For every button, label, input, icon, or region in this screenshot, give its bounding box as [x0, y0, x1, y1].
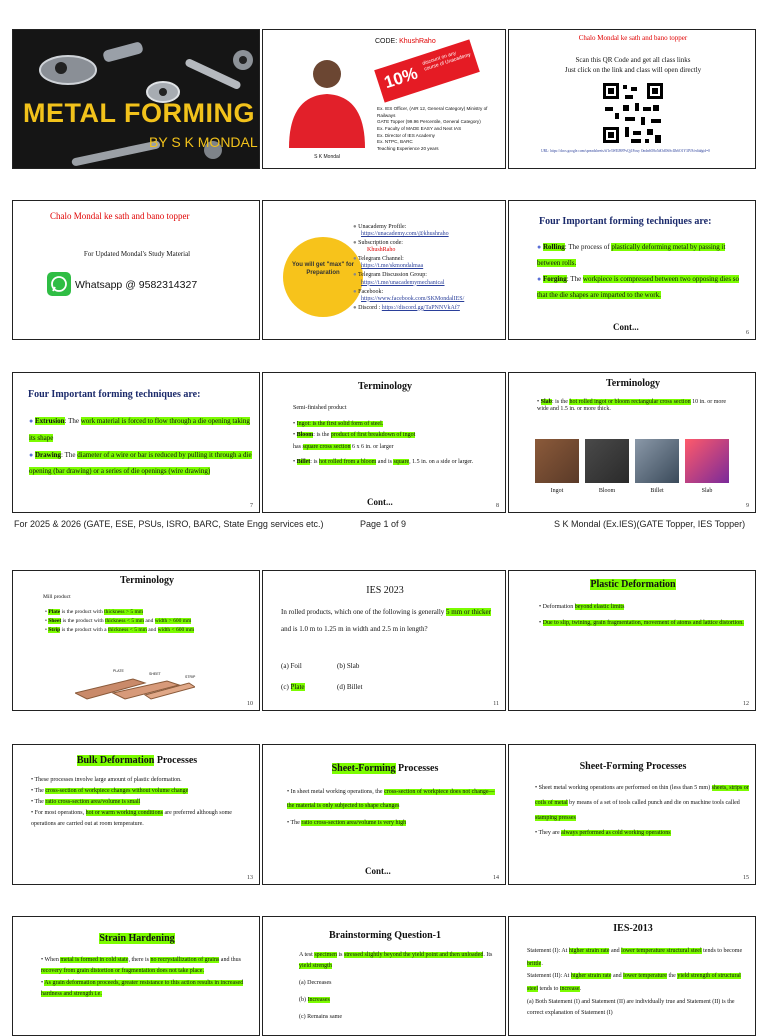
image-label: Slab	[701, 488, 713, 494]
option-a: (a) Foil	[281, 662, 302, 670]
highlight-text: ratio cross-section area/volume is small	[45, 799, 141, 806]
slide-10: Terminology Mill product • Plate is the product with thickness > 5 mm • Sheet is the product with thickness < 5 mm and width > 600 mm • Strip is the product with a thickness < 5 mm and width < 600 mm PLATE SHEET STRIP 10	[12, 570, 260, 711]
discount-value: 10%	[381, 63, 420, 93]
max-circle-text: You will get "max" for Preparation	[292, 262, 354, 277]
link-url[interactable]: https://www.facebook.com/SKMondalIES/	[361, 295, 465, 302]
highlight-text: width < 600 mm	[157, 627, 195, 634]
slide-18: IES-2013 Statement (I): At higher strain rate and lower temperature structural steel tends to become brittle. Statement (II): At higher strain rate and lower temperature the yield strength of structural steel tends to increase. (a) Both Statement (I) and Statement (II) are individually true and Statement (II) is the correct explanation of Statement (I)	[508, 916, 756, 1036]
product-image-ingot	[535, 439, 579, 483]
highlight-text: yield strength	[299, 963, 332, 970]
body-text: They are	[538, 830, 562, 836]
highlight-text: higher strain rate	[570, 973, 612, 980]
highlight-text: stamping presses	[535, 815, 576, 821]
whatsapp-number[interactable]: Whatsapp @ 9582314327	[75, 279, 198, 291]
option-b	[299, 997, 330, 1003]
subheading: Mill product	[43, 594, 71, 600]
body-text: is	[337, 952, 345, 958]
slide-whatsapp	[12, 200, 260, 340]
highlight-text: always performed as cold working operations	[561, 830, 671, 836]
highlight-text: thickness > 5 mm	[104, 609, 144, 615]
bio-item: GATE Topper (99.96 Percentile, General Category)	[377, 119, 481, 125]
highlight-text: square cross section	[302, 443, 351, 450]
body-text: 6 x 6 in. or larger	[350, 443, 394, 450]
image-label: Billet	[650, 488, 664, 494]
bio-item: Ex. Faculty of MADE EASY and Next IAS	[377, 125, 462, 131]
body-text: For most operations,	[34, 810, 86, 817]
term: Extrusion	[34, 417, 65, 425]
slide-number: 12	[743, 701, 749, 707]
term: Bloom	[296, 432, 314, 439]
slide-14: Sheet-Forming Processes • In sheet metal working operations, the cross-section of workpiece does not change—the material is only subjected to shape changes • The ratio cross-section area/volume is very high Cont... 14	[262, 744, 506, 885]
body-text: A test	[299, 952, 315, 958]
slide-number: 9	[746, 503, 749, 509]
link-url[interactable]: https://discord.gg/TaPNNVkAf7	[381, 304, 460, 311]
slide-heading: Brainstorming Question-1	[329, 930, 441, 941]
body-text: Deformation	[542, 604, 575, 610]
option-b: (b) Slab	[337, 662, 360, 670]
subscription-code: KhushRaho	[367, 247, 396, 254]
highlight-text: stressed slightly beyond the yield point and then unloaded	[344, 952, 484, 958]
bio-item: Ex. IES Officer, (AIR 12, General Category) Ministry of Railways	[377, 106, 488, 118]
image-label: SHEET	[149, 672, 161, 676]
highlight-text: metal is formed in cold state	[60, 957, 129, 963]
slide-heading	[509, 579, 756, 590]
bio-item: Ex. Director of IES Academy	[377, 132, 435, 138]
qr-code[interactable]	[601, 81, 665, 145]
slide-number: 8	[496, 503, 499, 509]
bio-item: Ex. NTPC, BARC	[377, 139, 413, 145]
footer-right: S K Mondal (Ex.IES)(GATE Topper, IES Topper)	[554, 519, 746, 529]
body-text: . Its	[483, 952, 493, 958]
body-text: The	[290, 819, 302, 826]
highlight-text: hot rolled from a bloom	[318, 459, 377, 466]
body-text: and	[144, 618, 155, 625]
option-a: (a) Decreases	[299, 980, 332, 986]
slide-heading: IES-2013	[613, 923, 653, 934]
image-label: STRIP	[185, 675, 196, 679]
highlight-text: lower temperature	[623, 973, 667, 980]
heading-text: Plastic Deformation	[590, 579, 676, 590]
heading-text: Processes	[154, 755, 198, 766]
highlight-text: hot rolled ingot or bloom rectangular cross section	[569, 399, 691, 405]
whatsapp-icon[interactable]	[47, 272, 71, 296]
highlight-text: cross-section of workpiece does not change—the material is only subjected to shape changes	[287, 789, 495, 810]
footer-left: For 2025 & 2026 (GATE, ESE, PSUs, ISRO, BARC, State Engg services etc.)	[14, 519, 324, 529]
footer-page: Page 1 of 9	[360, 519, 407, 529]
instructor-photo	[279, 52, 375, 148]
body-text: 10 in. or more wide and 1.5 in. or more thick.	[537, 399, 727, 413]
highlight-text: higher strain rate	[568, 948, 610, 954]
slide-heading	[263, 763, 506, 774]
highlight-text: Increases	[307, 997, 330, 1003]
image-label: Ingot	[550, 488, 564, 494]
question-text	[299, 950, 499, 973]
cont-label: Cont...	[365, 866, 391, 876]
heading-text: Strain Hardening	[99, 933, 175, 944]
highlight-text: width > 600 mm	[154, 618, 192, 625]
term: Drawing	[34, 450, 62, 459]
bullet-icon: ●	[353, 256, 359, 263]
option-c	[281, 683, 305, 691]
slide-number: 10	[247, 701, 253, 707]
body-text: The	[34, 799, 46, 806]
slide-16: Strain Hardening • When metal is formed in cold state, there is no recrystallization of grains and thus recovery from grain distortion or fragmentation does not take place. • As grain deformation proceeds, greater resistance to this action results in increased hardness and strength i.e.	[12, 916, 260, 1036]
term: Forging	[542, 275, 567, 284]
option-c: (c) Remains same	[299, 1014, 342, 1020]
slide-8: Terminology Semi-finished product • Ingot: is the first solid form of steel. • Bloom: is the product of first breakdown of ingot has square cross section 6 x 6 in. or larger • Billet: is hot rolled from a bloom and is square, 1.5 in. on a side or larger. Cont... 8	[262, 372, 506, 513]
bullet-icon: ●	[353, 288, 359, 295]
body-text: , there is	[128, 957, 151, 963]
slide-heading	[13, 933, 260, 944]
highlight-text: Due to slip, twining, grain fragmentation, movement of atoms and lattice distortion.	[542, 620, 744, 627]
body-text: : The process of	[564, 243, 612, 251]
slide-13: Bulk Deformation Processes • These processes involve large amount of plastic deformation. • The cross-section of workpiece changes without volume change • The ratio cross-section area/volume is small • For most operations, hot or warm working conditions are preferred although some operations are carried out at room temperature. 13	[12, 744, 260, 885]
highlight-text: product of first breakdown of ingot	[330, 432, 416, 439]
link-label: Subscription code:	[358, 240, 403, 247]
term: Slab	[540, 399, 552, 405]
image-label: PLATE	[113, 669, 124, 673]
bullet-icon: ●	[353, 240, 359, 247]
heading-highlight: Sheet-Forming	[331, 763, 396, 774]
deck-title: METAL FORMING	[23, 98, 255, 128]
highlight-text: beyond elastic limits	[574, 604, 625, 610]
term: Billet	[296, 459, 311, 466]
slide-heading: Sheet-Forming Processes	[579, 761, 687, 772]
term: Rolling	[542, 243, 565, 251]
link-list	[353, 224, 505, 312]
product-image-slab	[685, 439, 729, 483]
body-text: , 1.5 in. on a side or larger.	[409, 459, 474, 466]
link-url[interactable]: https://unacademy.com/@khushraho	[361, 231, 449, 238]
body-text: and thus	[219, 957, 241, 963]
body-text: is the product with	[60, 609, 105, 615]
body-text: When	[44, 957, 61, 963]
bullet-icon: ●	[353, 272, 359, 279]
bullet-icon: ●	[29, 417, 35, 425]
bullet-icon: ●	[537, 275, 543, 284]
slide-7	[12, 372, 260, 513]
link-url[interactable]: https://t.me/skmondalmaa	[361, 263, 424, 270]
study-material-line: For Updated Mondal's Study Material	[83, 250, 191, 258]
body-text: : The	[61, 450, 78, 459]
qr-instruction-2: Just click on the link and class will open directly	[564, 66, 702, 74]
link-label: Facebook:	[358, 288, 384, 295]
slide-number: 11	[493, 701, 499, 707]
max-circle	[283, 237, 363, 317]
highlight-text: sheets, strips or coils of metal	[535, 785, 749, 806]
highlight-text: square	[393, 459, 410, 466]
body-text: the	[666, 973, 678, 980]
body-text: These processes involve large amount of plastic deformation.	[34, 777, 182, 783]
bullet-icon: ●	[537, 243, 543, 251]
highlight-text: work material is forced to flow through a die opening taking its shape	[29, 417, 250, 442]
body-text: is the product with a	[60, 627, 108, 634]
bullet-icon: ●	[353, 304, 359, 311]
body-text: Sheet metal working operations are performed on thin (less than 5 mm)	[538, 785, 712, 791]
highlight-text: plastically deforming metal by passing it between rolls.	[537, 243, 726, 268]
body-text: by means of a set of tools called punch and die on machine tools called	[567, 800, 740, 806]
highlight-text: 5 mm or thicker	[446, 608, 491, 616]
link-label: Unacademy Profile:	[358, 224, 407, 230]
slide-instructor	[262, 29, 506, 169]
product-image-bloom	[585, 439, 629, 483]
slide-qr	[508, 29, 756, 169]
highlight-text: diameter of a wire or bar is reduced by pulling it through a die opening (bar drawing) or a series of die openings (wire drawing)	[29, 450, 252, 476]
link-label: Discord :	[358, 304, 382, 311]
highlight-text: cross-section of workpiece changes without volume change	[45, 788, 189, 795]
plate-sheet-strip-image	[75, 671, 195, 705]
slide-heading: Terminology	[357, 381, 413, 392]
body-text: : is the	[313, 432, 331, 439]
slide-heading: IES 2023	[366, 585, 404, 596]
body-text: In rolled products, which one of the following is generally	[281, 608, 447, 616]
bullet-icon: ●	[29, 450, 35, 459]
highlight-text: hot or warm working conditions	[85, 810, 163, 817]
option-a: (a) Both Statement (I) and Statement (II) are individually true and Statement (II) is the correct explanation of Statement (I)	[527, 999, 735, 1016]
question-text	[281, 604, 499, 638]
deck-subtitle: BY S K MONDAL	[149, 134, 258, 150]
slide-number: 14	[493, 875, 499, 881]
cont-label: Cont...	[367, 497, 393, 507]
slide-heading: Four Important forming techniques are:	[28, 389, 201, 400]
highlight-text: increase	[559, 985, 580, 992]
body-text: : is the	[551, 399, 570, 405]
body-text: (b)	[299, 997, 308, 1003]
slide-title	[12, 29, 260, 169]
qr-url[interactable]: URL: https://docs.google.com/spreadsheets/d/1e3WEJ8FPvQj1Fouy Ondn6O8o5dOdO6ScIJb6O1Y3IV8/edit#gid=0	[541, 149, 710, 153]
image-label: Bloom	[598, 488, 616, 494]
slide-heading	[13, 755, 260, 766]
slide-12: Plastic Deformation • Deformation beyond elastic limits • Due to slip, twining, grain fragmentation, movement of atoms and lattice distortion. 12	[508, 570, 756, 711]
body-text: and	[609, 948, 622, 954]
subheading: Semi-finished product	[293, 405, 347, 411]
body-text: Statement (II): At	[527, 973, 571, 980]
cont-label: Cont...	[613, 322, 639, 332]
link-url[interactable]: https://t.me/unacademymechanical	[361, 279, 445, 286]
heading-highlight: Bulk Deformation	[76, 755, 155, 766]
body-text: and	[611, 973, 624, 980]
body-text: : The	[64, 417, 81, 425]
discount-badge	[374, 39, 480, 102]
slide-number: 15	[743, 875, 749, 881]
term: Plate	[48, 609, 61, 615]
body-text: : is	[310, 459, 319, 466]
slide-heading: Terminology	[119, 575, 175, 586]
highlight-text: no recrystallization of grains	[150, 957, 220, 963]
slide-links	[262, 200, 506, 340]
body-text: has	[293, 443, 303, 450]
code-label: CODE:	[375, 38, 400, 45]
body-text: and	[146, 627, 158, 634]
highlight-text: lower temperature structural steel	[621, 948, 702, 954]
body-text: tends to	[538, 985, 560, 992]
term: Strip	[48, 627, 61, 634]
slide-number: 13	[247, 875, 253, 881]
link-label: Telegram Discussion Group:	[358, 272, 427, 279]
slide-heading: Terminology	[605, 378, 661, 389]
slide-17	[262, 916, 506, 1036]
highlight-text: thickness < 5 mm	[107, 627, 147, 634]
discount-text: discount on any course of Unacademy	[421, 50, 472, 73]
highlight-text: brittle	[527, 960, 542, 967]
body-text: are preferred although some operations are carried out at room temperature.	[31, 810, 232, 828]
body-text: and is	[376, 459, 394, 466]
body-text: is the product with	[61, 618, 105, 625]
highlight-text: ratio cross-section area/volume is very high	[301, 819, 407, 826]
highlight-text: As grain deformation proceeds, greater resistance to this action results in increased hardness and strength i.e.	[41, 979, 244, 998]
slide-11	[262, 570, 506, 711]
slide-9: Terminology • Slab: is the hot rolled ingot or bloom rectangular cross section 10 in. or more wide and 1.5 in. or more thick. Ingot Bloom Billet Slab 9	[508, 372, 756, 513]
highlight-text: thickness < 5 mm	[105, 618, 145, 625]
body-text: and is 1.0 m to 1.25 m in width and 2.5 m in length?	[281, 624, 428, 633]
slide-15: Sheet-Forming Processes • Sheet metal working operations are performed on thin (less than 5 mm) sheets, strips or coils of metal by means of a set of tools called punch and die on machine tools called stamping presses • They are always performed as cold working operations 15	[508, 744, 756, 885]
slide-number: 7	[250, 503, 253, 509]
slogan: Chalo Mondal ke sath and bano topper	[50, 211, 190, 221]
body-text: In sheet metal working operations, the	[290, 789, 385, 795]
term: Sheet	[48, 618, 62, 625]
body-text: Statement (I): At	[527, 948, 569, 954]
highlight-text: specimen	[314, 952, 338, 958]
body-text: tends to become	[701, 948, 743, 954]
bullet-icon: ●	[353, 224, 359, 230]
highlight-text: recovery from grain distortion or fragmentation does not take place.	[41, 968, 204, 975]
product-image-billet	[635, 439, 679, 483]
highlight-text: yield strength of structural steel	[527, 973, 741, 992]
highlight-text: Plate	[290, 683, 305, 691]
heading-text: Processes	[395, 763, 439, 774]
instructor-name: S K Mondal	[314, 154, 340, 160]
code-value: KhushRaho	[399, 38, 436, 45]
slide-6	[508, 200, 756, 340]
slide-number: 6	[746, 330, 749, 336]
body-text: : The	[566, 275, 583, 284]
body-text: The	[34, 788, 46, 795]
bio-item: Teaching Experience 20 years	[377, 145, 439, 151]
body-text: (c)	[281, 683, 291, 691]
option-d: (d) Billet	[337, 683, 363, 691]
highlight-text: Ingot: is the first solid form of steel.	[296, 421, 384, 427]
qr-instruction-1: Scan this QR Code and get all class links	[575, 56, 691, 64]
slide-heading: Four Important forming techniques are:	[539, 216, 712, 227]
highlight-text: workpiece is compressed between two opposing dies so that the die shapes are imparted to the work.	[537, 275, 740, 300]
slogan: Chalo Mondal ke sath and bano topper	[578, 34, 688, 42]
instructor-bio	[377, 106, 503, 153]
link-label: Telegram Channel:	[358, 256, 404, 263]
